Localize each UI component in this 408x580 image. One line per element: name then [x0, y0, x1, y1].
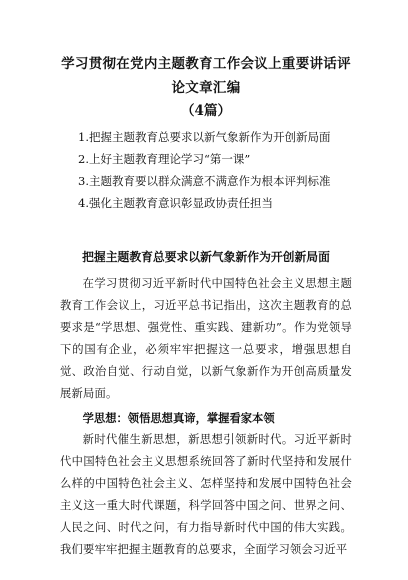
- body-paragraph: 新时代催生新思想，新思想引领新时代。习近平新时代中国特色社会主义思想系统回答了新时代坚持和发展什么样的中国特色社会主义、怎样坚持和发展中国特色社会主义这一重大时代课题，科学回答中国之问、世界之问、人民之问、时代之问，有力指导新时代中国的伟大实践。我们要牢牢把握主题教育的总要求，全面学习领会习近平: [60, 433, 352, 556]
- document-title: 学习贯彻在党内主题教育工作会议上重要讲话评论文章汇编: [61, 56, 351, 96]
- toc-item: 3.主题教育要以群众满意不满意作为根本评判标准: [78, 174, 331, 188]
- toc-item: 1.把握主题教育总要求以新气象新作为开创新局面: [78, 130, 331, 144]
- document-subtitle: （4篇）: [181, 103, 231, 119]
- section-heading: 把握主题教育总要求以新气象新作为开创新局面: [82, 250, 330, 264]
- toc-item: 4.强化主题教育意识彰显政协责任担当: [78, 196, 273, 210]
- toc-item: 2.上好主题教育理论学习“第一课”: [78, 152, 251, 166]
- body-paragraph: 在学习贯彻习近平新时代中国特色社会主义思想主题教育工作会议上，习近平总书记指出，这次主题教育的总要求是“学思想、强党性、重实践、建新功”。作为党领导下的国有企业，必须牢牢把握这一总要求，增强思想自觉、政治自觉、行动自觉，以新气象新作为开创高质量发展新局面。: [60, 277, 352, 400]
- sub-heading: 学思想：领悟思想真谛，掌握看家本领: [82, 411, 275, 425]
- table-of-contents: [60, 126, 352, 214]
